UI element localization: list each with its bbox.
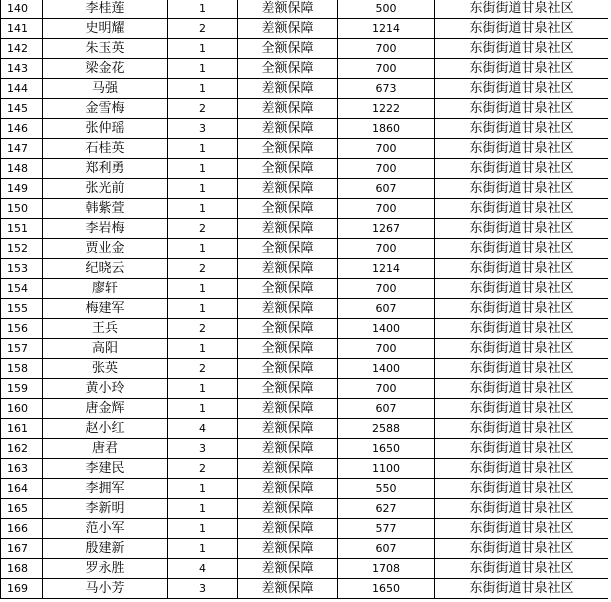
community-cell[interactable]: 东街街道甘泉社区 (435, 579, 609, 599)
table-row (1, 379, 609, 399)
community-cell[interactable]: 东街街道甘泉社区 (435, 399, 609, 419)
guarantee-type-cell[interactable]: 差额保障 (238, 179, 338, 199)
table-row (1, 399, 609, 419)
guarantee-type-cell[interactable]: 全额保障 (238, 359, 338, 379)
row-number-cell[interactable]: 157 (1, 339, 43, 359)
name-cell[interactable]: 郑利勇 (43, 159, 168, 179)
amount-cell[interactable]: 700 (338, 39, 435, 59)
household-count-cell[interactable]: 2 (168, 219, 238, 239)
community-cell[interactable]: 东街街道甘泉社区 (435, 79, 609, 99)
name-cell[interactable]: 李拥军 (43, 479, 168, 499)
guarantee-type-cell[interactable]: 差额保障 (238, 99, 338, 119)
table-row (1, 179, 609, 199)
name-cell[interactable]: 高阳 (43, 339, 168, 359)
community-cell[interactable]: 东街街道甘泉社区 (435, 539, 609, 559)
name-cell[interactable]: 韩紫萱 (43, 199, 168, 219)
guarantee-type-cell[interactable]: 差额保障 (238, 299, 338, 319)
row-number-cell[interactable]: 167 (1, 539, 43, 559)
table-row (1, 319, 609, 339)
amount-cell[interactable]: 607 (338, 539, 435, 559)
guarantee-type-cell[interactable]: 全额保障 (238, 339, 338, 359)
amount-cell[interactable]: 700 (338, 279, 435, 299)
guarantee-type-cell[interactable]: 差额保障 (238, 539, 338, 559)
name-cell[interactable]: 廖轩 (43, 279, 168, 299)
guarantee-type-cell[interactable]: 差额保障 (238, 399, 338, 419)
amount-cell[interactable]: 607 (338, 299, 435, 319)
table-row (1, 519, 609, 539)
guarantee-type-cell[interactable]: 差额保障 (238, 79, 338, 99)
row-number-cell[interactable]: 147 (1, 139, 43, 159)
row-number-cell[interactable]: 153 (1, 259, 43, 279)
table-row (1, 199, 609, 219)
name-cell[interactable]: 范小军 (43, 519, 168, 539)
name-cell[interactable]: 李新明 (43, 499, 168, 519)
household-count-cell[interactable]: 2 (168, 319, 238, 339)
name-cell[interactable]: 唐金辉 (43, 399, 168, 419)
table-row (1, 0, 609, 19)
community-cell[interactable]: 东街街道甘泉社区 (435, 219, 609, 239)
household-count-cell[interactable]: 3 (168, 119, 238, 139)
name-cell[interactable]: 赵小红 (43, 419, 168, 439)
community-cell[interactable]: 东街街道甘泉社区 (435, 259, 609, 279)
table-body (1, 0, 609, 599)
row-number-cell[interactable]: 165 (1, 499, 43, 519)
household-count-cell[interactable]: 3 (168, 579, 238, 599)
row-number-cell[interactable]: 161 (1, 419, 43, 439)
amount-cell[interactable]: 1400 (338, 359, 435, 379)
row-number-cell[interactable]: 169 (1, 579, 43, 599)
name-cell[interactable]: 张英 (43, 359, 168, 379)
community-cell[interactable]: 东街街道甘泉社区 (435, 0, 609, 19)
amount-cell[interactable]: 700 (338, 159, 435, 179)
table-row (1, 39, 609, 59)
row-number-cell[interactable]: 159 (1, 379, 43, 399)
household-count-cell[interactable]: 1 (168, 279, 238, 299)
guarantee-type-cell[interactable]: 差额保障 (238, 19, 338, 39)
amount-cell[interactable]: 1214 (338, 259, 435, 279)
amount-cell[interactable]: 700 (338, 59, 435, 79)
guarantee-type-cell[interactable]: 差额保障 (238, 439, 338, 459)
row-number-cell[interactable]: 146 (1, 119, 43, 139)
household-count-cell[interactable]: 1 (168, 39, 238, 59)
amount-cell[interactable]: 1650 (338, 579, 435, 599)
row-number-cell[interactable]: 154 (1, 279, 43, 299)
row-number-cell[interactable]: 162 (1, 439, 43, 459)
name-cell[interactable]: 李桂莲 (43, 0, 168, 19)
name-cell[interactable]: 梁金花 (43, 59, 168, 79)
table-row (1, 419, 609, 439)
row-number-cell[interactable]: 151 (1, 219, 43, 239)
table-row (1, 19, 609, 39)
community-cell[interactable]: 东街街道甘泉社区 (435, 299, 609, 319)
community-cell[interactable]: 东街街道甘泉社区 (435, 439, 609, 459)
table-row (1, 579, 609, 599)
name-cell[interactable]: 王兵 (43, 319, 168, 339)
table-row (1, 359, 609, 379)
guarantee-type-cell[interactable]: 差额保障 (238, 459, 338, 479)
amount-cell[interactable]: 1222 (338, 99, 435, 119)
name-cell[interactable]: 梅建军 (43, 299, 168, 319)
community-cell[interactable]: 东街街道甘泉社区 (435, 199, 609, 219)
row-number-cell[interactable]: 155 (1, 299, 43, 319)
table-row (1, 439, 609, 459)
amount-cell[interactable]: 1400 (338, 319, 435, 339)
amount-cell[interactable]: 700 (338, 199, 435, 219)
community-cell[interactable]: 东街街道甘泉社区 (435, 339, 609, 359)
household-count-cell[interactable]: 1 (168, 479, 238, 499)
amount-cell[interactable]: 500 (338, 0, 435, 19)
community-cell[interactable]: 东街街道甘泉社区 (435, 119, 609, 139)
table-row (1, 239, 609, 259)
guarantee-type-cell[interactable]: 全额保障 (238, 139, 338, 159)
table-row (1, 299, 609, 319)
household-count-cell[interactable]: 1 (168, 399, 238, 419)
community-cell[interactable]: 东街街道甘泉社区 (435, 179, 609, 199)
name-cell[interactable]: 贾业金 (43, 239, 168, 259)
household-count-cell[interactable]: 1 (168, 499, 238, 519)
row-number-cell[interactable]: 144 (1, 79, 43, 99)
amount-cell[interactable]: 607 (338, 399, 435, 419)
household-count-cell[interactable]: 2 (168, 99, 238, 119)
guarantee-type-cell[interactable]: 差额保障 (238, 479, 338, 499)
guarantee-type-cell[interactable]: 差额保障 (238, 119, 338, 139)
name-cell[interactable]: 罗永胜 (43, 559, 168, 579)
amount-cell[interactable]: 1860 (338, 119, 435, 139)
guarantee-type-cell[interactable]: 全额保障 (238, 159, 338, 179)
name-cell[interactable]: 朱玉英 (43, 39, 168, 59)
row-number-cell[interactable]: 140 (1, 0, 43, 19)
name-cell[interactable]: 马强 (43, 79, 168, 99)
amount-cell[interactable]: 1100 (338, 459, 435, 479)
community-cell[interactable]: 东街街道甘泉社区 (435, 499, 609, 519)
community-cell[interactable]: 东街街道甘泉社区 (435, 419, 609, 439)
household-count-cell[interactable]: 1 (168, 159, 238, 179)
community-cell[interactable]: 东街街道甘泉社区 (435, 59, 609, 79)
guarantee-type-cell[interactable]: 全额保障 (238, 59, 338, 79)
name-cell[interactable]: 石桂英 (43, 139, 168, 159)
community-cell[interactable]: 东街街道甘泉社区 (435, 19, 609, 39)
community-cell[interactable]: 东街街道甘泉社区 (435, 379, 609, 399)
table-row (1, 139, 609, 159)
community-cell[interactable]: 东街街道甘泉社区 (435, 319, 609, 339)
community-cell[interactable]: 东街街道甘泉社区 (435, 239, 609, 259)
amount-cell[interactable]: 607 (338, 179, 435, 199)
household-count-cell[interactable]: 4 (168, 419, 238, 439)
table-row (1, 559, 609, 579)
amount-cell[interactable]: 1267 (338, 219, 435, 239)
household-count-cell[interactable]: 1 (168, 139, 238, 159)
community-cell[interactable]: 东街街道甘泉社区 (435, 359, 609, 379)
name-cell[interactable]: 金雪梅 (43, 99, 168, 119)
guarantee-type-cell[interactable]: 差额保障 (238, 259, 338, 279)
household-count-cell[interactable]: 2 (168, 359, 238, 379)
table-row (1, 499, 609, 519)
household-count-cell[interactable]: 3 (168, 439, 238, 459)
table-row (1, 219, 609, 239)
amount-cell[interactable]: 627 (338, 499, 435, 519)
guarantee-type-cell[interactable]: 差额保障 (238, 559, 338, 579)
household-count-cell[interactable]: 1 (168, 79, 238, 99)
guarantee-type-cell[interactable]: 全额保障 (238, 199, 338, 219)
household-count-cell[interactable]: 1 (168, 199, 238, 219)
amount-cell[interactable]: 1214 (338, 19, 435, 39)
row-number-cell[interactable]: 156 (1, 319, 43, 339)
community-cell[interactable]: 东街街道甘泉社区 (435, 479, 609, 499)
amount-cell[interactable]: 2588 (338, 419, 435, 439)
household-count-cell[interactable]: 1 (168, 379, 238, 399)
community-cell[interactable]: 东街街道甘泉社区 (435, 559, 609, 579)
guarantee-type-cell[interactable]: 差额保障 (238, 419, 338, 439)
row-number-cell[interactable]: 164 (1, 479, 43, 499)
name-cell[interactable]: 李岩梅 (43, 219, 168, 239)
amount-cell[interactable]: 1650 (338, 439, 435, 459)
table-row (1, 159, 609, 179)
amount-cell[interactable]: 700 (338, 339, 435, 359)
row-number-cell[interactable]: 158 (1, 359, 43, 379)
amount-cell[interactable]: 700 (338, 139, 435, 159)
household-count-cell[interactable]: 1 (168, 179, 238, 199)
table-row (1, 79, 609, 99)
guarantee-type-cell[interactable]: 全额保障 (238, 239, 338, 259)
community-cell[interactable]: 东街街道甘泉社区 (435, 519, 609, 539)
table-row (1, 279, 609, 299)
guarantee-type-cell[interactable]: 全额保障 (238, 279, 338, 299)
row-number-cell[interactable]: 148 (1, 159, 43, 179)
row-number-cell[interactable]: 149 (1, 179, 43, 199)
table-row (1, 539, 609, 559)
row-number-cell[interactable]: 168 (1, 559, 43, 579)
guarantee-type-cell[interactable]: 全额保障 (238, 379, 338, 399)
table-row (1, 479, 609, 499)
household-count-cell[interactable]: 1 (168, 339, 238, 359)
guarantee-type-cell[interactable]: 差额保障 (238, 0, 338, 19)
table-row (1, 119, 609, 139)
row-number-cell[interactable]: 152 (1, 239, 43, 259)
guarantee-type-cell[interactable]: 差额保障 (238, 579, 338, 599)
amount-cell[interactable]: 1708 (338, 559, 435, 579)
name-cell[interactable]: 纪晓云 (43, 259, 168, 279)
household-count-cell[interactable]: 1 (168, 519, 238, 539)
guarantee-type-cell[interactable]: 全额保障 (238, 319, 338, 339)
row-number-cell[interactable]: 142 (1, 39, 43, 59)
amount-cell[interactable]: 700 (338, 239, 435, 259)
table-row (1, 59, 609, 79)
name-cell[interactable]: 史明耀 (43, 19, 168, 39)
row-number-cell[interactable]: 141 (1, 19, 43, 39)
household-count-cell[interactable]: 1 (168, 299, 238, 319)
row-number-cell[interactable]: 150 (1, 199, 43, 219)
table-row (1, 339, 609, 359)
household-count-cell[interactable]: 1 (168, 239, 238, 259)
household-count-cell[interactable]: 1 (168, 539, 238, 559)
guarantee-type-cell[interactable]: 差额保障 (238, 219, 338, 239)
household-count-cell[interactable]: 2 (168, 19, 238, 39)
household-count-cell[interactable]: 1 (168, 59, 238, 79)
household-count-cell[interactable]: 2 (168, 259, 238, 279)
community-cell[interactable]: 东街街道甘泉社区 (435, 139, 609, 159)
row-number-cell[interactable]: 166 (1, 519, 43, 539)
guarantee-type-cell[interactable]: 全额保障 (238, 39, 338, 59)
table-row (1, 259, 609, 279)
amount-cell[interactable]: 550 (338, 479, 435, 499)
amount-cell[interactable]: 577 (338, 519, 435, 539)
row-number-cell[interactable]: 163 (1, 459, 43, 479)
name-cell[interactable]: 唐君 (43, 439, 168, 459)
row-number-cell[interactable]: 143 (1, 59, 43, 79)
household-count-cell[interactable]: 4 (168, 559, 238, 579)
name-cell[interactable]: 李建民 (43, 459, 168, 479)
name-cell[interactable]: 张仲瑶 (43, 119, 168, 139)
table-row (1, 99, 609, 119)
community-cell[interactable]: 东街街道甘泉社区 (435, 39, 609, 59)
name-cell[interactable]: 殷建新 (43, 539, 168, 559)
community-cell[interactable]: 东街街道甘泉社区 (435, 99, 609, 119)
amount-cell[interactable]: 673 (338, 79, 435, 99)
household-count-cell[interactable]: 2 (168, 459, 238, 479)
amount-cell[interactable]: 700 (338, 379, 435, 399)
guarantee-type-cell[interactable]: 差额保障 (238, 519, 338, 539)
community-cell[interactable]: 东街街道甘泉社区 (435, 159, 609, 179)
name-cell[interactable]: 黄小玲 (43, 379, 168, 399)
guarantee-type-cell[interactable]: 差额保障 (238, 499, 338, 519)
name-cell[interactable]: 马小芳 (43, 579, 168, 599)
name-cell[interactable]: 张光前 (43, 179, 168, 199)
community-cell[interactable]: 东街街道甘泉社区 (435, 459, 609, 479)
household-count-cell[interactable]: 1 (168, 0, 238, 19)
row-number-cell[interactable]: 160 (1, 399, 43, 419)
table-row (1, 459, 609, 479)
row-number-cell[interactable]: 145 (1, 99, 43, 119)
community-cell[interactable]: 东街街道甘泉社区 (435, 279, 609, 299)
